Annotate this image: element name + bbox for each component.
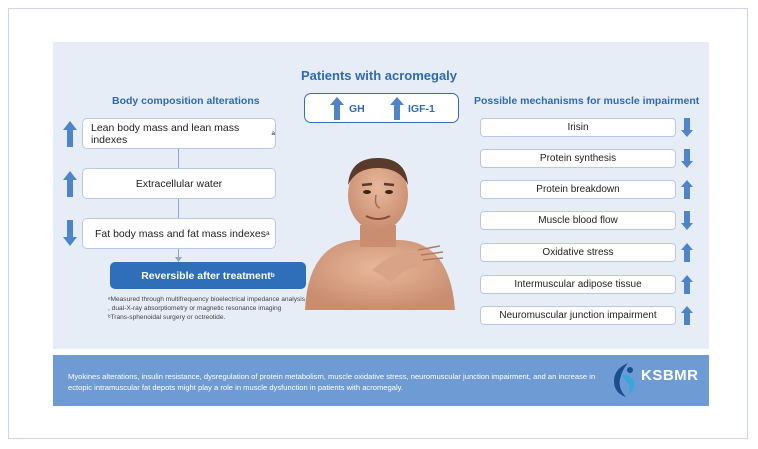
fat-mass-box: [82, 218, 276, 249]
muscle-blood-flow-down-arrow-icon: [681, 211, 693, 230]
reversible-after-treatment: [110, 262, 306, 289]
page-title: Patients with acromegaly: [300, 68, 458, 83]
neuromuscular-junction-up-arrow-icon: [681, 306, 693, 325]
reversible-sup: b: [270, 272, 275, 279]
extracellular-water-up-arrow-icon: [63, 171, 77, 197]
footnote-a-cont: , dual-X-ray absorptiometry or magnetic resonance imaging: [108, 305, 282, 312]
mechanism-oxidative-stress-label: Oxidative stress: [542, 247, 614, 258]
oxidative-stress-up-arrow-icon: [681, 243, 693, 262]
extracellular-water-box: [82, 168, 276, 199]
hormone-box: [304, 93, 459, 123]
extracellular-water-label: Extracellular water: [135, 177, 223, 190]
mechanism-protein-synthesis-label: Protein synthesis: [539, 153, 617, 164]
fat-mass-label: Fat body mass and fat mass indexes: [95, 227, 266, 240]
right-section-heading: Possible mechanisms for muscle impairment: [474, 95, 700, 107]
footnote-a: ᵃMeasured through multifrequency bioelectrical impedance analysis: [108, 296, 306, 303]
mechanism-oxidative-stress: [480, 243, 676, 262]
protein-synthesis-down-arrow-icon: [681, 149, 693, 168]
mechanism-protein-breakdown: [480, 180, 676, 199]
lean-mass-up-arrow-icon: [63, 121, 77, 147]
mechanism-protein-breakdown-label: Protein breakdown: [536, 184, 620, 195]
left-section-heading: Body composition alterations: [112, 95, 260, 107]
gh-up-arrow-icon: [330, 97, 344, 120]
mechanism-irisin: [480, 118, 676, 137]
summary-text: Myokines alterations, insulin resistance, dysregulation of protein metabolism, muscle oxidative stress, neuromuscular junction impairment, and an increase in ectopic intramuscular fat depots might play a role in muscle dysfunction in patients with acromegaly.: [68, 372, 596, 392]
footnote-b: ᵇTrans-sphenoidal surgery or octreotide.: [108, 314, 226, 321]
igf1-up-arrow-icon: [390, 97, 404, 120]
lean-mass-box: [82, 118, 276, 149]
mechanism-neuromuscular-junction: [480, 306, 676, 325]
reversible-label: Reversible after treatment: [141, 269, 271, 282]
mechanism-intermuscular-adipose-label: Intermuscular adipose tissue: [514, 279, 642, 290]
ksbmr-logo-icon: [608, 361, 640, 399]
irisin-down-arrow-icon: [681, 118, 693, 137]
mechanism-irisin-label: Irisin: [567, 122, 589, 133]
hormone-gh-label: GH: [349, 103, 365, 115]
mechanism-neuromuscular-junction-label: Neuromuscular junction impairment: [499, 310, 657, 321]
patient-illustration: [300, 150, 460, 310]
lean-mass-label: Lean body mass and lean mass indexes: [91, 121, 240, 146]
intermuscular-adipose-up-arrow-icon: [681, 275, 693, 294]
fat-mass-sup: a: [266, 230, 270, 237]
ksbmr-logo-text: KSBMR: [641, 367, 699, 384]
connector-line: [178, 149, 179, 168]
mechanism-protein-synthesis: [480, 149, 676, 168]
mechanism-muscle-blood-flow-label: Muscle blood flow: [538, 215, 618, 226]
mechanism-intermuscular-adipose: [480, 275, 676, 294]
mechanism-muscle-blood-flow: [480, 211, 676, 230]
fat-mass-down-arrow-icon: [63, 220, 77, 246]
protein-breakdown-up-arrow-icon: [681, 180, 693, 199]
lean-mass-sup: a: [271, 130, 275, 137]
connector-line: [178, 199, 179, 218]
hormone-igf1-label: IGF-1: [408, 103, 435, 115]
